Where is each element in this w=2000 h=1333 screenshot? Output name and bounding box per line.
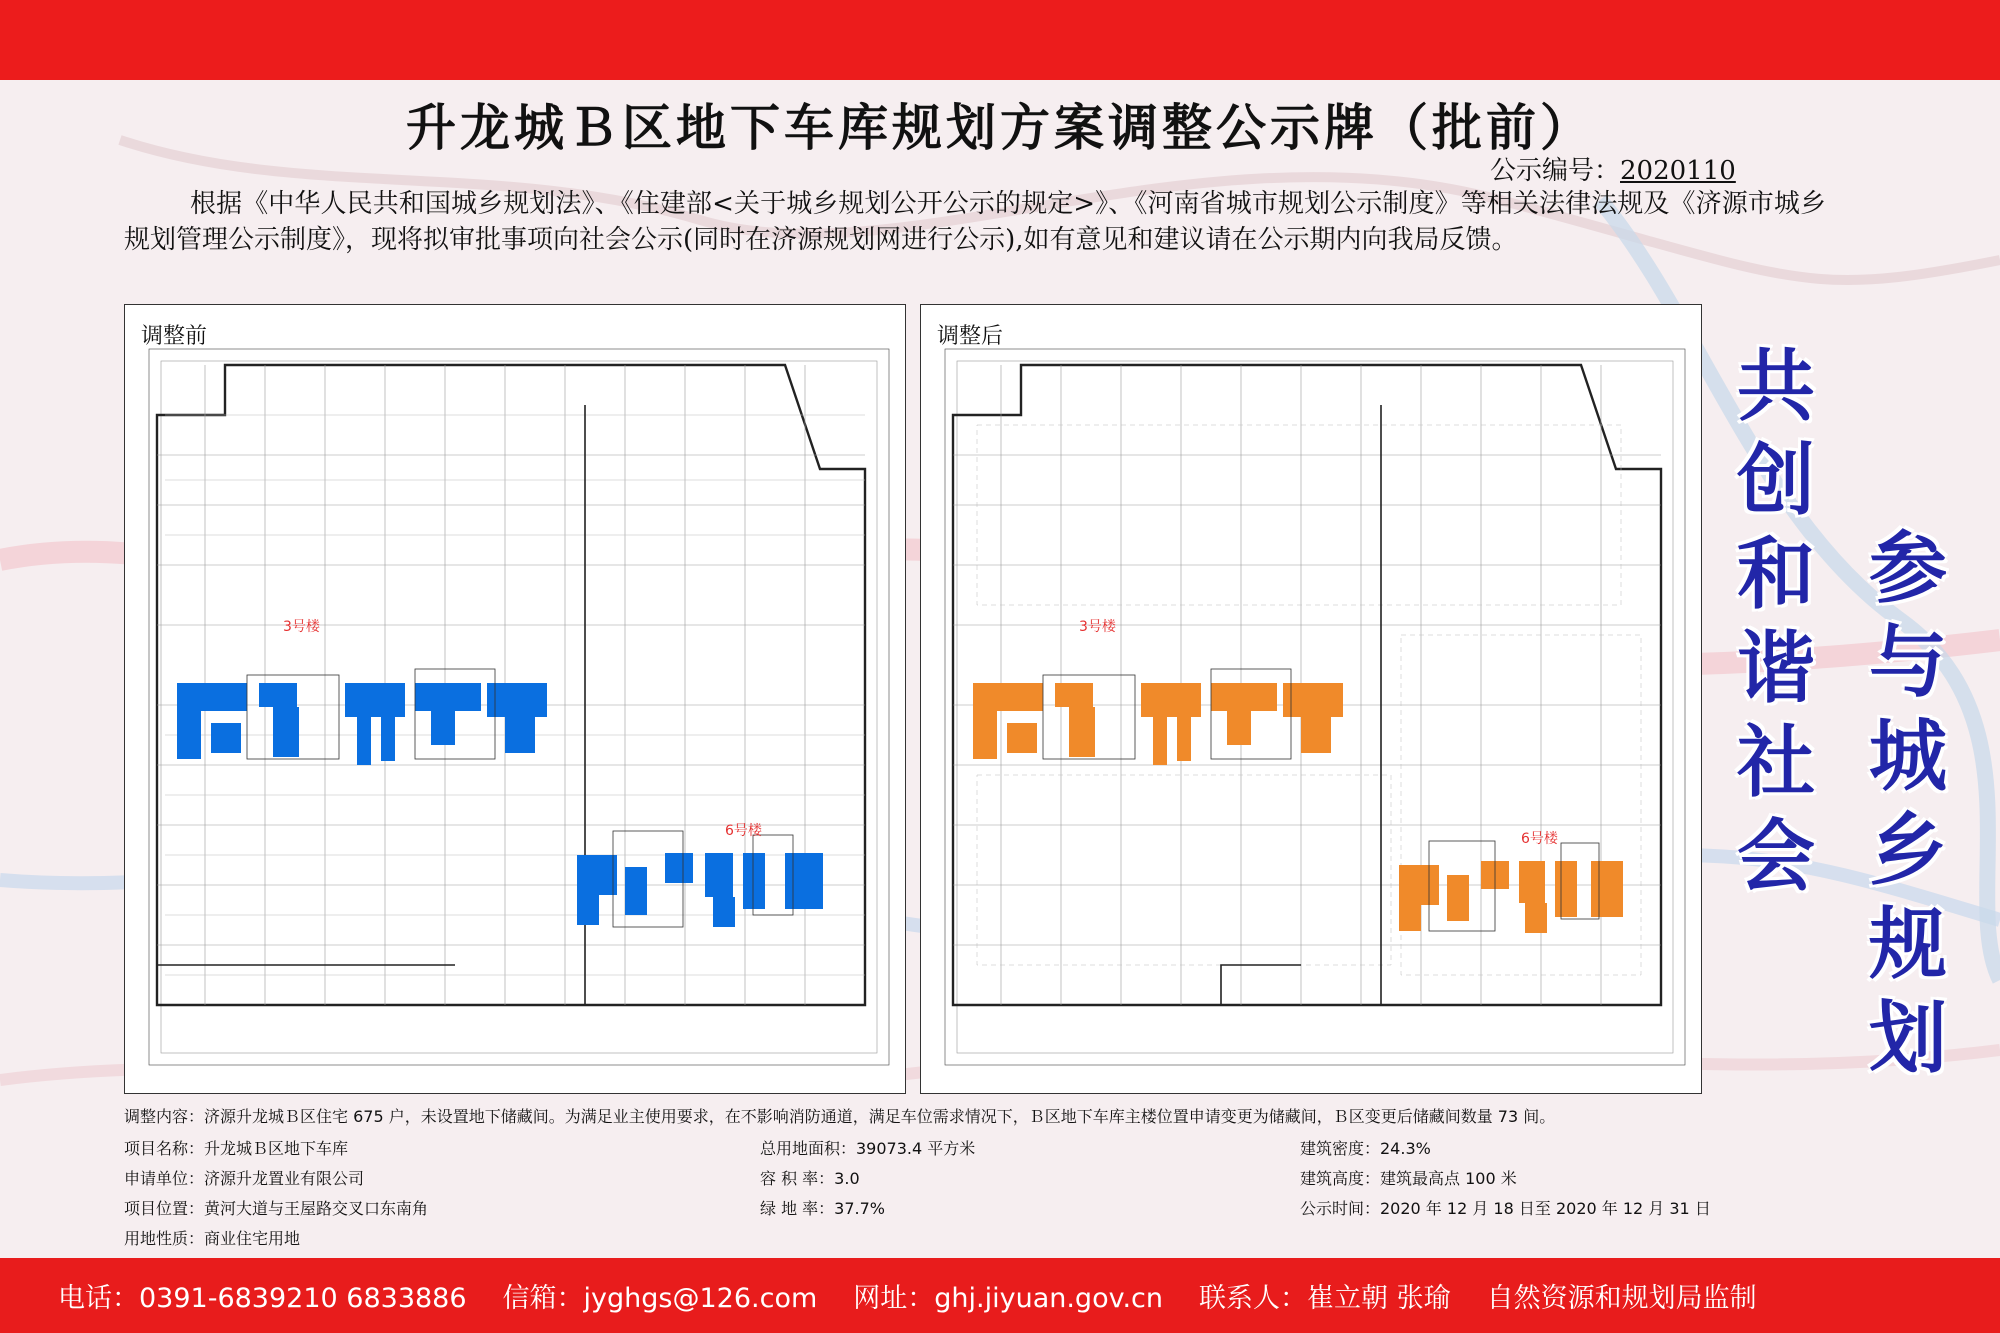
- slogan-urban-planning: [1860, 522, 1956, 1086]
- footer-email: 信箱：jyghgs@126.com: [502, 1283, 818, 1314]
- slogan-char: 谐: [1736, 623, 1815, 714]
- floor-plan-after: [921, 305, 1701, 1093]
- building-density: 建筑密度：24.3%: [1300, 1139, 1431, 1158]
- before-label: 调整前: [141, 324, 208, 349]
- applicant: 申请单位：济源升龙置业有限公司: [124, 1169, 365, 1188]
- floor-plan-before: [125, 305, 905, 1093]
- footer-supervision: 自然资源和规划局监制: [1486, 1283, 1757, 1314]
- building-6-label: 6号楼: [725, 823, 762, 839]
- slogan-char: 与: [1868, 617, 1947, 708]
- notice-period: 公示时间：2020 年 12 月 18 日至 2020 年 12 月 31 日: [1300, 1199, 1711, 1218]
- footer-banner: [0, 1258, 2000, 1333]
- building-6-label: 6号楼: [1521, 831, 1558, 847]
- notice-title: 升龙城Ｂ区地下车库规划方案调整公示牌（批前）: [406, 98, 1594, 157]
- footer-website: 网址：ghj.jiyuan.gov.cn: [853, 1283, 1164, 1314]
- slogan-char: 规: [1868, 899, 1947, 990]
- slogan-char: 参: [1868, 523, 1947, 614]
- plan-after-panel: [920, 304, 1702, 1094]
- adjustment-description: 调整内容：济源升龙城Ｂ区住宅 675 户，未设置地下储藏间。为满足业主使用要求，在不影响消防通道，满足车位需求情况下，Ｂ区地下车库主楼位置申请变更为储藏间，Ｂ区变更后储藏间数量 73 间。: [124, 1107, 1556, 1126]
- slogan-char: 划: [1868, 993, 1947, 1084]
- slogan-char: 创: [1736, 435, 1815, 526]
- slogan-char: 会: [1736, 811, 1815, 902]
- land-use: 用地性质：商业住宅用地: [124, 1229, 301, 1248]
- slogan-char: 城: [1868, 711, 1947, 802]
- plan-before-panel: [124, 304, 906, 1094]
- footer-phone: 电话：0391-6839210 6833886: [58, 1283, 467, 1314]
- plot-ratio: 容 积 率：3.0: [760, 1169, 860, 1188]
- slogan-char: 共: [1736, 341, 1815, 432]
- slogan-char: 乡: [1868, 805, 1947, 896]
- project-location: 项目位置：黄河大道与王屋路交叉口东南角: [124, 1199, 429, 1218]
- project-name: 项目名称：升龙城Ｂ区地下车库: [124, 1139, 349, 1158]
- slogan-harmonious-society: [1728, 340, 1824, 904]
- notice-number-label: 公示编号：: [1490, 156, 1621, 186]
- building-3-label: 3号楼: [283, 619, 320, 635]
- intro-paragraph: 根据《中华人民共和国城乡规划法》、《住建部<关于城乡规划公开公示的规定>》、《河南省城市规划公示制度》等相关法律法规及《济源市城乡规划管理公示制度》，现将拟审批事项向社会公示(同时在济源规划网进行公示),如有意见和建议请在公示期内向我局反馈。: [124, 189, 1826, 255]
- notice-number: [1490, 150, 1736, 187]
- after-label: 调整后: [937, 324, 1004, 349]
- total-area: 总用地面积：39073.4 平方米: [760, 1139, 976, 1158]
- green-ratio: 绿 地 率：37.7%: [760, 1199, 886, 1218]
- top-banner: [0, 0, 2000, 80]
- footer-contact: 联系人：崔立朝 张瑜: [1199, 1283, 1451, 1314]
- building-height: 建筑高度：建筑最高点 100 米: [1300, 1169, 1517, 1188]
- slogan-char: 社: [1736, 717, 1815, 808]
- building-3-label: 3号楼: [1079, 619, 1116, 635]
- notice-number-value: 2020110: [1620, 156, 1736, 186]
- slogan-char: 和: [1736, 529, 1815, 620]
